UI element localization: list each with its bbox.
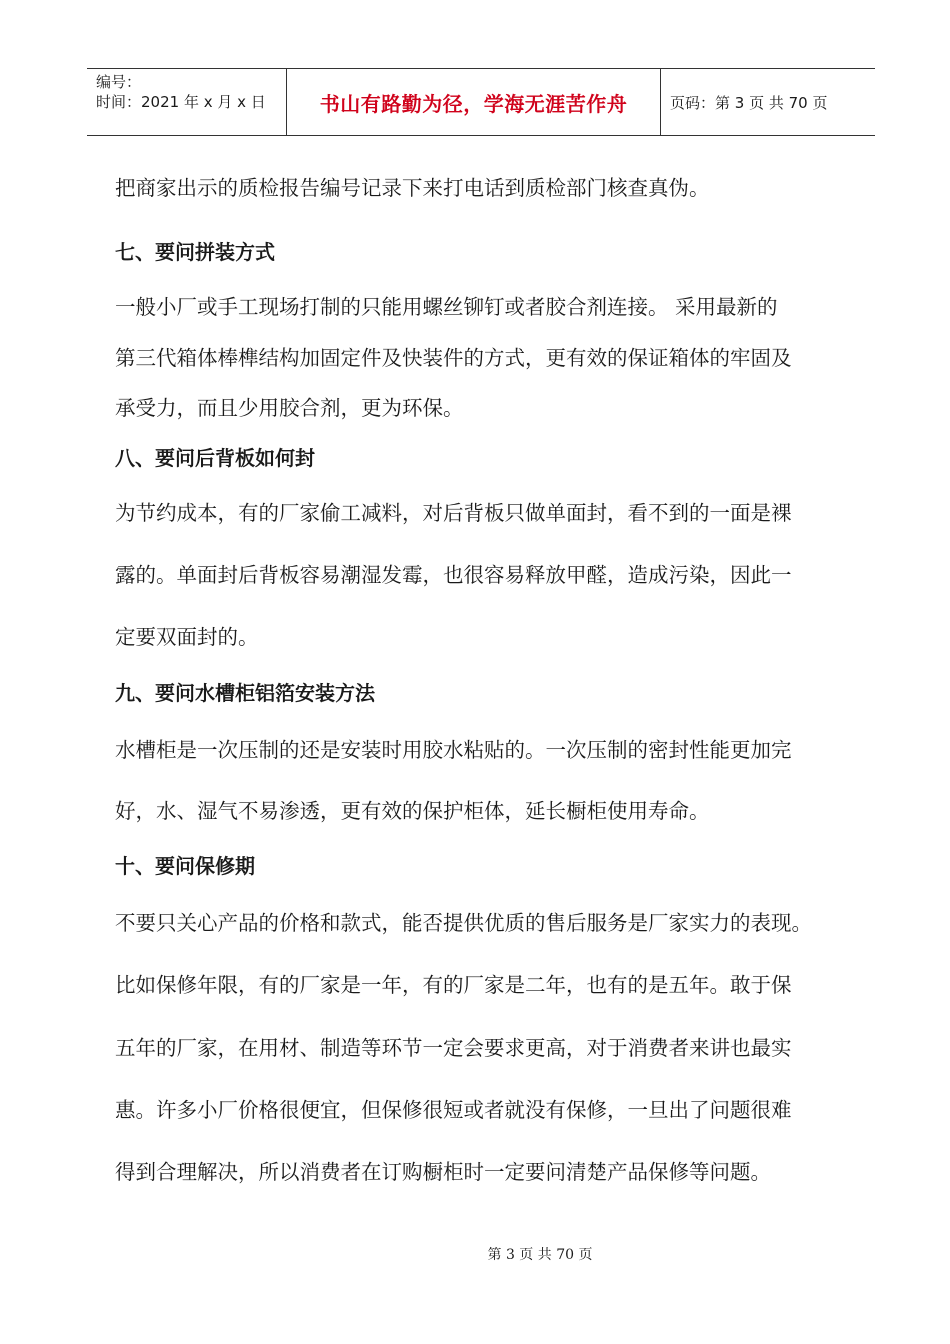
section-heading-9: 九、要问水槽柜铝箔安装方法: [115, 681, 375, 705]
paragraph-line: 不要只关心产品的价格和款式，能否提供优质的售后服务是厂家实力的表现。: [115, 911, 812, 935]
paragraph-line: 惠。许多小厂价格很便宜，但保修很短或者就没有保修，一旦出了问题很难: [115, 1098, 792, 1122]
paragraph-line: 定要双面封的。: [115, 625, 259, 649]
paragraph-line: 比如保修年限，有的厂家是一年，有的厂家是二年，也有的是五年。敢于保: [115, 973, 792, 997]
page-header: [87, 68, 875, 136]
document-time: 时间：2021 年 x 月 x 日: [96, 93, 266, 111]
paragraph-line: 为节约成本，有的厂家偷工减料，对后背板只做单面封，看不到的一面是裸: [115, 501, 792, 525]
paragraph-line: 一般小厂或手工现场打制的只能用螺丝铆钉或者胶合剂连接。 采用最新的: [115, 295, 778, 319]
header-meta: [87, 69, 287, 135]
section-heading-8: 八、要问后背板如何封: [115, 446, 315, 470]
page-footer: 第 3 页 共 70 页: [487, 1247, 593, 1263]
header-page-number: 页码：第 3 页 共 70 页: [670, 93, 828, 112]
header-motto: 书山有路勤为径，学海无涯苦作舟: [287, 69, 661, 135]
paragraph-line: 五年的厂家，在用材、制造等环节一定会要求更高，对于消费者来讲也最实: [115, 1036, 792, 1060]
paragraph-line: 水槽柜是一次压制的还是安装时用胶水粘贴的。一次压制的密封性能更加完: [115, 738, 792, 762]
paragraph-line: 得到合理解决，所以消费者在订购橱柜时一定要问清楚产品保修等问题。: [115, 1160, 771, 1184]
section-heading-10: 十、要问保修期: [115, 854, 255, 878]
paragraph-line: 承受力，而且少用胶合剂，更为环保。: [115, 396, 464, 420]
section-heading-7: 七、要问拼装方式: [115, 240, 275, 264]
paragraph-line: 露的。单面封后背板容易潮湿发霉，也很容易释放甲醛，造成污染，因此一: [115, 563, 792, 587]
paragraph-line: 好，水、湿气不易渗透，更有效的保护柜体，延长橱柜使用寿命。: [115, 799, 710, 823]
document-number: 编号：: [96, 73, 142, 91]
paragraph-line: 第三代箱体棒榫结构加固定件及快装件的方式，更有效的保证箱体的牢固及: [115, 346, 792, 370]
paragraph-line: 把商家出示的质检报告编号记录下来打电话到质检部门核查真伪。: [115, 176, 710, 200]
